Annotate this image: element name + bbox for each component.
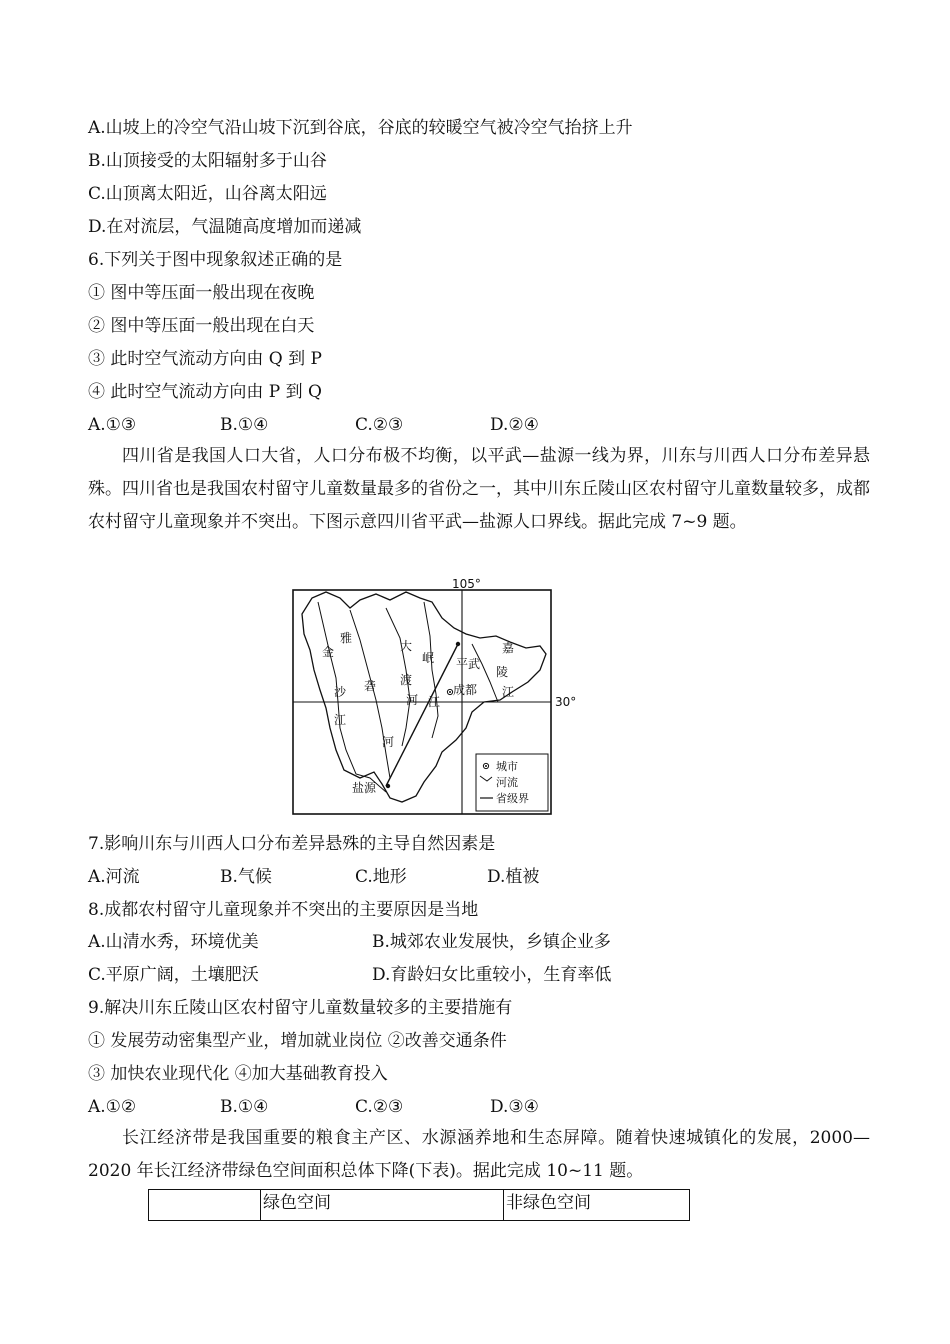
label-jin: 金 — [322, 645, 335, 659]
label-da: 大 — [400, 639, 413, 653]
label-jiang1: 江 — [334, 713, 347, 727]
label-min: 岷 — [422, 651, 435, 665]
label-pingwu: 平武 — [456, 657, 481, 671]
q5-option-b: B.山顶接受的太阳辐射多于山谷 — [88, 151, 327, 171]
table-header-row — [149, 1190, 690, 1221]
q6-item-1: ① 图中等压面一般出现在夜晚 — [88, 283, 315, 303]
passage-yangtze: 长江经济带是我国重要的粮食主产区、水源涵养地和生态屏障。随着快速城镇化的发展，2000—2020 年长江经济带绿色空间面积总体下降(下表)。据此完成 10~11 题。 — [88, 1128, 870, 1181]
q8-option-a: A.山清水秀，环境优美 — [88, 932, 259, 952]
q7-stem: 7.影响川东与川西人口分布差异悬殊的主导自然因素是 — [88, 834, 496, 854]
q6-item-3: ③ 此时空气流动方向由 Q 到 P — [88, 349, 322, 369]
q6-stem: 6.下列关于图中现象叙述正确的是 — [88, 250, 343, 270]
label-105: 105° — [452, 577, 481, 591]
q8-option-d: D.育龄妇女比重较小，生育率低 — [372, 965, 612, 985]
q9-option-c: C.②③ — [355, 1097, 404, 1117]
q8-stem: 8.成都农村留守儿童现象并不突出的主要原因是当地 — [88, 900, 479, 920]
q6-option-a: A.①③ — [88, 415, 137, 435]
q5-option-a: A.山坡上的冷空气沿山坡下沉到谷底，谷底的较暖空气被冷空气抬挤上升 — [88, 118, 633, 138]
q7-option-d: D.植被 — [487, 867, 540, 887]
q6-option-b: B.①④ — [220, 415, 269, 435]
label-chengdu: 成都 — [453, 683, 478, 697]
passage-sichuan: 四川省是我国人口大省，人口分布极不均衡，以平武—盐源一线为界，川东与川西人口分布差异悬殊。四川省也是我国农村留守儿童数量最多的省份之一，其中川东丘陵山区农村留守儿童数量较多，成都农村留守儿童现象并不突出。下图示意四川省平武—盐源人口界线。据此完成 7~9 题。 — [88, 446, 870, 532]
q6-option-c: C.②③ — [355, 415, 404, 435]
sichuan-population-line-map — [290, 577, 577, 818]
label-ling: 陵 — [496, 665, 509, 679]
legend-river: 河流 — [496, 776, 518, 789]
city-dot-yanyuan — [386, 784, 390, 788]
q5-option-c: C.山顶离太阳近，山谷离太阳远 — [88, 184, 327, 204]
q9-stem: 9.解决川东丘陵山区农村留守儿童数量较多的主要措施有 — [88, 998, 513, 1018]
legend-city: 城市 — [496, 760, 518, 773]
q7-option-b: B.气候 — [220, 867, 272, 887]
label-he1: 河 — [382, 735, 395, 749]
table-header-green: 绿色空间 — [261, 1190, 504, 1221]
q6-option-d: D.②④ — [490, 415, 539, 435]
label-he2: 河 — [406, 693, 419, 707]
q8-option-b: B.城郊农业发展快，乡镇企业多 — [372, 932, 611, 952]
q6-item-2: ② 图中等压面一般出现在白天 — [88, 316, 315, 336]
green-space-table — [148, 1189, 690, 1221]
label-jiang2: 江 — [428, 695, 441, 709]
city-dot-pingwu — [456, 642, 460, 646]
label-jiang3: 江 — [502, 685, 515, 699]
legend-boundary: 省级界 — [496, 792, 529, 805]
q9-items-line2: ③ 加快农业现代化 ④加大基础教育投入 — [88, 1064, 388, 1084]
q9-option-d: D.③④ — [490, 1097, 539, 1117]
label-sha: 沙 — [334, 685, 347, 699]
table-header-nongreen: 非绿色空间 — [504, 1190, 690, 1221]
label-30: 30° — [555, 695, 577, 709]
q5-option-d: D.在对流层，气温随高度增加而递减 — [88, 217, 362, 237]
q9-option-a: A.①② — [88, 1097, 137, 1117]
label-jia: 嘉 — [502, 641, 515, 655]
q9-items-line1: ① 发展劳动密集型产业，增加就业岗位 ②改善交通条件 — [88, 1031, 507, 1051]
label-ya: 雅 — [340, 631, 353, 645]
map-legend — [476, 754, 548, 811]
q7-option-c: C.地形 — [355, 867, 407, 887]
q7-option-a: A.河流 — [88, 867, 140, 887]
label-yanyuan: 盐源 — [352, 781, 377, 795]
q6-item-4: ④ 此时空气流动方向由 P 到 Q — [88, 382, 322, 402]
q8-option-c: C.平原广阔，土壤肥沃 — [88, 965, 259, 985]
label-long: 砻 — [364, 679, 377, 693]
q9-option-b: B.①④ — [220, 1097, 269, 1117]
label-du: 渡 — [400, 673, 413, 687]
table-header-blank — [149, 1190, 261, 1221]
